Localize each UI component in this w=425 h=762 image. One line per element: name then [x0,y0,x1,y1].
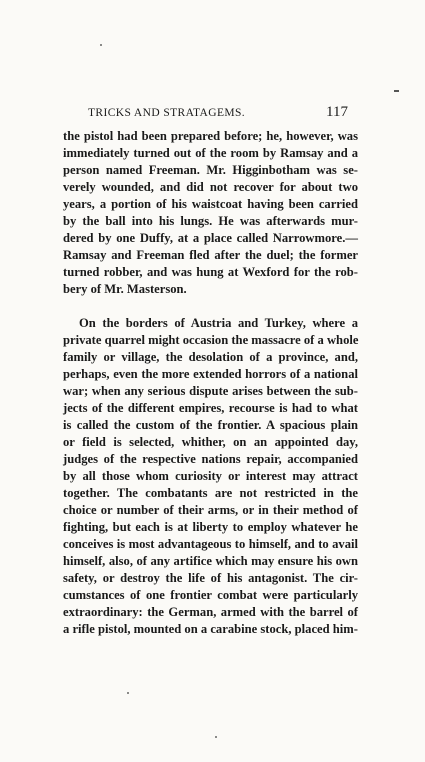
text-line: is called the custom of the frontier. A spacious plain [63,418,358,432]
text-line: or field is selected, whither, on an appointed day, [63,435,358,449]
text-line: extraordinary: the German, armed with the barrel of [63,605,358,619]
text-line: safety, or destroy the life of his antagonist. The cir- [63,571,358,585]
text-line: jects of the different empires, recourse is had to what [63,401,358,415]
text-line: conceives is most advantageous to himself, and to avail [63,537,358,551]
text-line: private quarrel might occasion the massacre of a whole [63,333,359,347]
text-line: fighting, but each is at liberty to employ whatever he [63,520,358,534]
text-line: together. The combatants are not restricted in the [63,486,358,500]
text-line: verely wounded, and did not recover for about two [63,180,358,194]
text-line: choice or number of their arms, or in their method of [63,503,358,517]
page-number: 117 [326,104,348,120]
text-line: perhaps, even the more extended horrors of a national [63,367,358,381]
text-line: person named Freeman. Mr. Higginbotham was se- [63,163,358,177]
running-head [88,104,348,124]
text-line: On the borders of Austria and Turkey, where a [79,316,358,330]
text-line: by the ball into his lungs. He was afterwards mur- [63,214,358,228]
text-line: Ramsay and Freeman fled after the duel; the former [63,248,358,262]
text-line: himself, also, of any artifice which may ensure his own [63,554,358,568]
running-head-title: TRICKS AND STRATAGEMS. [88,107,246,119]
paper-speck [127,692,129,694]
text-line: the pistol had been prepared before; he, however, was [63,129,358,143]
paper-mark [394,90,399,92]
text-line: dered by one Duffy, at a place called Narrowmore.— [63,231,358,245]
body-text [63,128,358,638]
paper-speck [215,736,217,738]
text-line: family or village, the desolation of a province, and, [63,350,358,364]
text-line: judges of the respective nations repair, accompanied [63,452,358,466]
paragraph-frontier-custom [63,315,358,638]
text-line: cumstances of one frontier combat were particularly [63,588,358,602]
text-line: years, a portion of his waistcoat having been carried [63,197,358,211]
text-line: by all those whom curiosity or interest may attract [63,469,358,483]
text-line: war; when any serious dispute arises between the sub- [63,384,358,398]
text-line: immediately turned out of the room by Ramsay and a [63,146,358,160]
text-line: bery of Mr. Masterson. [63,282,187,296]
text-line: turned robber, and was hung at Wexford for the rob- [63,265,358,279]
paper-speck [100,44,102,46]
paragraph-gap [63,298,358,315]
paragraph-continuation [63,128,358,298]
text-line: a rifle pistol, mounted on a carabine stock, placed him- [63,622,358,636]
